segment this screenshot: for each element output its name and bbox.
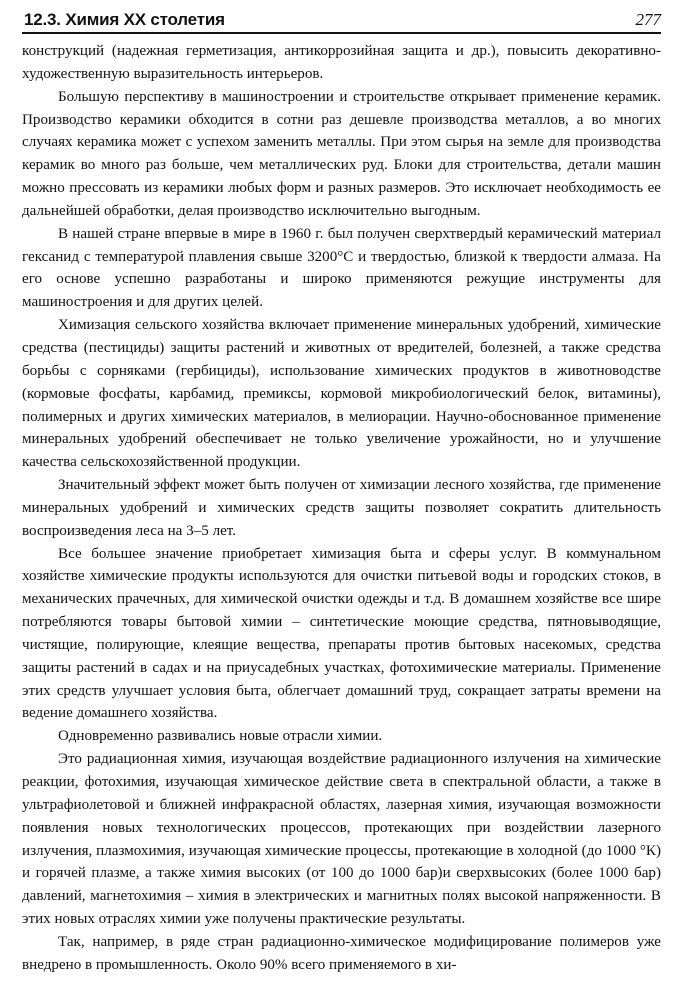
page-number: 277 [635,10,661,29]
paragraph: Значительный эффект может быть получен от химизации лесного хозяйства, где применение минеральных удобрений и химических средств защиты позволяет сократить длительность воспроизведения леса на 3–5 лет. [22,477,661,539]
paragraph: Большую перспективу в машиностроении и строительстве открывает применение керамик. Производство керамики обходится в сотни раз дешевле производства металлов, а во многих случаях керамика может с успехом заменить металлы. При этом сырья на земле для производства керамик во много раз больше, чем металлических руд. Блоки для строительства, детали машин можно прессовать из керамики любых форм и разных размеров. Это исключает необходимость ее дальнейшей обработки, делая производство исключительно выгодным. [22,88,661,219]
paragraph: Химизация сельского хозяйства включает применение минеральных удобрений, химические средства (пестициды) защиты растений и животных от вредителей, болезней, а также средства борьбы с сорняками (гербициды), использование химических продуктов в животноводстве (кормовые фосфаты, карбамид, премиксы, кормовой микробиологический белок, витамины), полимерных и других химических материалов, в мелиорации. Научно-обоснованное применение минеральных удобрений обеспечивает не только увеличение урожайности, но и улучшение качества сельскохозяйственной продукции. [22,317,661,471]
running-header [22,8,661,34]
paragraph: Все большее значение приобретает химизация быта и сферы услуг. В коммунальном хозяйстве химические продукты используются для очистки питьевой воды и городских стоков, в механических прачечных, для химической очистки одежды и т.д. В домашнем хозяйстве все шире потребляются товары бытовой химии – синтетические моющие средства, пятновыводящие, чистящие, полирующие, клеящие вещества, препараты против бытовых насекомых, средства защиты растений в садах и на приусадебных участках, фотохимические материалы. Применение этих средств улучшает условия быта, облегчает домашний труд, сокращает затраты времени на ведение домашнего хозяйства. [22,545,661,722]
paragraph: В нашей стране впервые в мире в 1960 г. был получен сверхтвердый керамический материал гексанид с температурой плавления свыше 3200°С и твердостью, близкой к твердости алмаза. На его основе успешно разработаны и широко применяются режущие инструменты для машиностроения и для других целей. [22,225,661,311]
paragraph: Так, например, в ряде стран радиационно-химическое модифицирование полимеров уже внедрено в промышленность. Около 90% всего применяемого в хи- [22,933,661,973]
paragraph: Это радиационная химия, изучающая воздействие радиационного излучения на химические реакции, фотохимия, изучающая химическое действие света в спектральной области, а также в ультрафиолетовой и ближней инфракрасной областях, лазерная химия, изучающая возможности появления новых технологических процессов, протекающих при воздействии лазерного излучения, плазмохимия, изучающая химические процессы, протекающие в холодной (до 1000 °К) и горячей плазме, а также химия высоких (от 100 до 1000 бар)и сверхвысоких (более 1000 бар) давлений, магнетохимия – химия в электрических и магнитных полях высокой напряженности. В этих новых отраслях химии уже получены практические результаты. [22,751,661,928]
paragraph: Одновременно развивались новые отрасли химии. [58,728,383,745]
body-text [22,40,661,977]
chapter-title: 12.3. Химия XX столетия [24,10,225,29]
paragraph: конструкций (надежная герметизация, антикоррозийная защита и др.), повысить декоративно-художественную выразительность интерьеров. [22,43,661,82]
